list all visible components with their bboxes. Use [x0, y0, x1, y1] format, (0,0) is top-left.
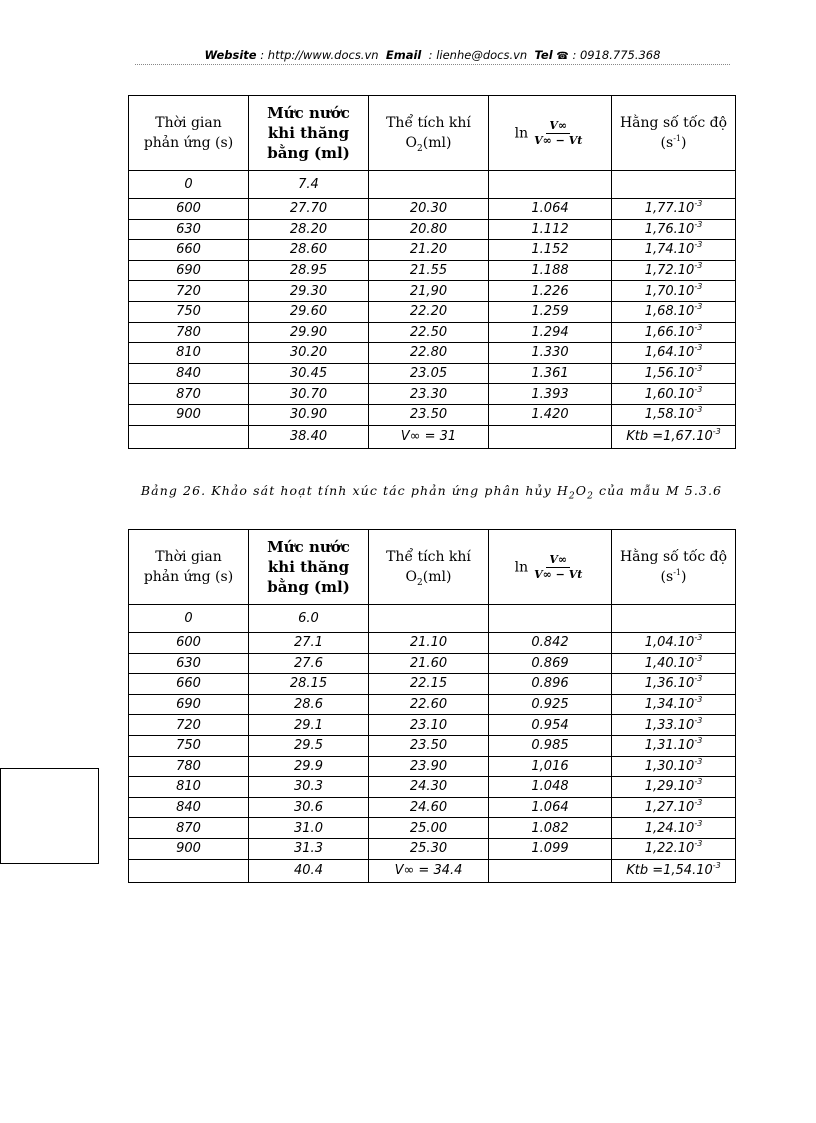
cell-rate-constant	[612, 384, 736, 405]
rate-value: 1,60.10	[644, 386, 695, 402]
rate-value: 1,72.10	[644, 263, 695, 279]
ktb-value: Ktb =1,67.10	[626, 429, 713, 445]
cell-ln: 1.064	[489, 797, 612, 818]
rate-value: 1,56.10	[644, 366, 695, 382]
cell-rate-constant	[612, 735, 736, 756]
rate-value: 1,22.10	[644, 841, 695, 857]
rate-exp: -3	[694, 818, 703, 828]
header-water: Mức nước khi thăng bằng (ml)	[249, 96, 369, 171]
table-row	[129, 653, 736, 674]
cell-ln: 0.869	[489, 653, 612, 674]
side-frame-box	[0, 768, 99, 864]
ln-numerator: V∞	[546, 553, 570, 568]
header-volume	[369, 530, 489, 605]
caption-mid: O	[575, 483, 588, 498]
data-table-2	[128, 529, 736, 883]
table-row	[129, 756, 736, 777]
cell-water: 30.20	[249, 343, 369, 364]
cell-empty	[489, 859, 612, 882]
rate-exp: -3	[694, 199, 703, 209]
cell-volume: 21.10	[369, 633, 489, 654]
rate-exp: -3	[694, 633, 703, 643]
cell-ln: 1,016	[489, 756, 612, 777]
cell-volume: 23.90	[369, 756, 489, 777]
rate-exp: -3	[694, 798, 703, 808]
ln-label: ln	[514, 559, 529, 575]
cell-water: 30.90	[249, 404, 369, 425]
header-divider	[135, 64, 730, 65]
cell-water: 28.95	[249, 260, 369, 281]
tel-value: : 0918.775.368	[572, 48, 661, 62]
cell-rate-constant	[612, 219, 736, 240]
table-row	[129, 384, 736, 405]
rate-value: 1,40.10	[644, 655, 695, 671]
rate-exp: -3	[694, 343, 703, 353]
cell-ln: 1.294	[489, 322, 612, 343]
table-body	[129, 633, 736, 860]
cell-ln: 1.361	[489, 363, 612, 384]
rate-exp: -3	[694, 261, 703, 271]
table-row	[129, 777, 736, 798]
rate-exp: -3	[694, 777, 703, 787]
table-row-final	[129, 425, 736, 448]
rate-exp: -3	[694, 839, 703, 849]
table-row	[129, 219, 736, 240]
rate-value: 1,66.10	[644, 324, 695, 340]
cell-rate-constant	[612, 240, 736, 261]
cell-empty	[369, 171, 489, 199]
cell-volume: 24.60	[369, 797, 489, 818]
cell-water: 6.0	[249, 605, 369, 633]
cell-water: 29.90	[249, 322, 369, 343]
header-rate	[612, 530, 736, 605]
cell-empty	[612, 171, 736, 199]
header-volume	[369, 96, 489, 171]
header-volume-label: Thể tích khí	[386, 549, 471, 565]
rate-exp: -3	[694, 695, 703, 705]
cell-time: 0	[129, 605, 249, 633]
cell-time: 660	[129, 240, 249, 261]
rate-exp: -3	[694, 405, 703, 415]
cell-time: 630	[129, 219, 249, 240]
table-row	[129, 343, 736, 364]
page-header	[135, 48, 730, 62]
phone-icon: ☎	[556, 51, 569, 62]
rate-value: 1,33.10	[644, 717, 695, 733]
rate-value: 1,68.10	[644, 304, 695, 320]
cell-rate-constant	[612, 633, 736, 654]
cell-volume: 22.80	[369, 343, 489, 364]
cell-volume: 20.30	[369, 199, 489, 220]
cell-water: 29.60	[249, 301, 369, 322]
website-label: Website	[204, 48, 257, 62]
rate-exp: -3	[694, 281, 703, 291]
cell-water: 28.6	[249, 694, 369, 715]
cell-volume: 21,90	[369, 281, 489, 302]
cell-time: 810	[129, 777, 249, 798]
cell-ln: 1.330	[489, 343, 612, 364]
rate-value: 1,64.10	[644, 345, 695, 361]
cell-ln: 1.188	[489, 260, 612, 281]
rate-value: 1,76.10	[644, 221, 695, 237]
caption-sub-2: 2	[587, 491, 594, 502]
cell-water: 30.3	[249, 777, 369, 798]
ln-label: ln	[514, 125, 529, 141]
table-row	[129, 199, 736, 220]
cell-time: 720	[129, 281, 249, 302]
cell-ln: 1.420	[489, 404, 612, 425]
cell-time: 870	[129, 818, 249, 839]
cell-rate-constant	[612, 363, 736, 384]
rate-value: 1,36.10	[644, 676, 695, 692]
cell-ln: 0.842	[489, 633, 612, 654]
cell-volume: 23.50	[369, 404, 489, 425]
cell-time: 900	[129, 404, 249, 425]
rate-exp: -3	[694, 240, 703, 250]
cell-empty	[612, 605, 736, 633]
cell-time: 840	[129, 363, 249, 384]
cell-rate-constant	[612, 756, 736, 777]
table-header-row	[129, 530, 736, 605]
rate-value: 1,24.10	[644, 820, 695, 836]
table-row	[129, 633, 736, 654]
cell-rate-constant	[612, 838, 736, 859]
table-row-initial	[129, 605, 736, 633]
header-rate-exp: -1	[673, 134, 681, 143]
cell-ln: 1.082	[489, 818, 612, 839]
table-row	[129, 301, 736, 322]
cell-rate-constant	[612, 797, 736, 818]
header-volume-unit: (ml)	[422, 569, 452, 585]
cell-volume: 24.30	[369, 777, 489, 798]
table-header-row	[129, 96, 736, 171]
rate-exp: -3	[694, 756, 703, 766]
cell-ln: 0.896	[489, 674, 612, 695]
cell-v-inf: V∞ = 34.4	[369, 859, 489, 882]
cell-rate-constant	[612, 715, 736, 736]
cell-time: 900	[129, 838, 249, 859]
cell-water: 38.40	[249, 425, 369, 448]
cell-empty	[489, 425, 612, 448]
cell-volume: 22.15	[369, 674, 489, 695]
cell-water: 28.60	[249, 240, 369, 261]
cell-volume: 22.50	[369, 322, 489, 343]
cell-rate-constant	[612, 322, 736, 343]
header-volume-o: O	[405, 135, 418, 151]
cell-time: 750	[129, 301, 249, 322]
cell-rate-constant	[612, 653, 736, 674]
header-rate-unit: (s	[660, 569, 674, 585]
cell-water: 27.6	[249, 653, 369, 674]
cell-time: 750	[129, 735, 249, 756]
cell-rate-constant	[612, 777, 736, 798]
cell-water: 31.0	[249, 818, 369, 839]
cell-water: 40.4	[249, 859, 369, 882]
cell-volume: 20.80	[369, 219, 489, 240]
header-volume-sub: 2	[417, 577, 423, 588]
cell-ln: 1.259	[489, 301, 612, 322]
table-row	[129, 674, 736, 695]
cell-rate-constant	[612, 404, 736, 425]
rate-value: 1,58.10	[644, 407, 695, 423]
ktb-exp: -3	[712, 861, 721, 871]
table-row	[129, 322, 736, 343]
rate-value: 1,31.10	[644, 738, 695, 754]
header-volume-sub: 2	[417, 143, 423, 154]
cell-rate-constant	[612, 199, 736, 220]
cell-water: 29.30	[249, 281, 369, 302]
cell-ln: 1.048	[489, 777, 612, 798]
cell-ln: 1.064	[489, 199, 612, 220]
cell-water: 28.15	[249, 674, 369, 695]
caption-prefix: Bảng 26. Khảo sát hoạt tính xúc tác phản ứng phân hủy H	[140, 483, 569, 498]
table-row-final	[129, 859, 736, 882]
cell-volume: 22.20	[369, 301, 489, 322]
cell-volume: 25.30	[369, 838, 489, 859]
ktb-exp: -3	[712, 427, 721, 437]
header-ln-formula	[489, 96, 612, 171]
ln-numerator: V∞	[546, 119, 570, 134]
cell-volume: 22.60	[369, 694, 489, 715]
tel-label: Tel	[534, 48, 553, 62]
header-volume-unit: (ml)	[422, 135, 452, 151]
rate-exp: -3	[694, 384, 703, 394]
table-body	[129, 199, 736, 426]
cell-volume: 23.05	[369, 363, 489, 384]
cell-time: 870	[129, 384, 249, 405]
header-time: Thời gian phản ứng (s)	[129, 530, 249, 605]
website-value: : http://www.docs.vn	[260, 48, 379, 62]
table-row	[129, 715, 736, 736]
cell-rate-constant	[612, 694, 736, 715]
cell-time: 690	[129, 260, 249, 281]
cell-volume: 23.10	[369, 715, 489, 736]
ln-denominator: V∞ − Vt	[534, 567, 583, 581]
table-row	[129, 838, 736, 859]
cell-ln: 1.152	[489, 240, 612, 261]
header-rate-close: )	[680, 135, 687, 151]
cell-rate-constant	[612, 281, 736, 302]
cell-water: 29.1	[249, 715, 369, 736]
cell-rate-constant	[612, 818, 736, 839]
cell-water: 29.9	[249, 756, 369, 777]
cell-water: 29.5	[249, 735, 369, 756]
table-row-initial	[129, 171, 736, 199]
rate-value: 1,29.10	[644, 779, 695, 795]
rate-value: 1,34.10	[644, 697, 695, 713]
cell-water: 27.1	[249, 633, 369, 654]
cell-time: 780	[129, 322, 249, 343]
cell-empty	[129, 425, 249, 448]
cell-water: 7.4	[249, 171, 369, 199]
cell-empty	[489, 605, 612, 633]
cell-ln: 0.985	[489, 735, 612, 756]
cell-empty	[129, 859, 249, 882]
cell-ln: 0.925	[489, 694, 612, 715]
rate-exp: -3	[694, 653, 703, 663]
cell-water: 28.20	[249, 219, 369, 240]
table-row	[129, 694, 736, 715]
cell-rate-constant	[612, 674, 736, 695]
header-rate-label: Hằng số tốc độ	[619, 115, 728, 131]
header-rate	[612, 96, 736, 171]
rate-exp: -3	[694, 302, 703, 312]
header-ln-formula	[489, 530, 612, 605]
rate-exp: -3	[694, 364, 703, 374]
cell-ln: 1.393	[489, 384, 612, 405]
header-volume-o: O	[405, 569, 418, 585]
table-row	[129, 281, 736, 302]
cell-ln: 1.112	[489, 219, 612, 240]
rate-value: 1,04.10	[644, 635, 695, 651]
email-value: : lienhe@docs.vn	[428, 48, 528, 62]
table-row	[129, 404, 736, 425]
caption-sub-1: 2	[568, 491, 576, 502]
ktb-value: Ktb =1,54.10	[626, 863, 713, 879]
cell-ktb	[612, 859, 736, 882]
cell-empty	[369, 605, 489, 633]
rate-value: 1,70.10	[644, 283, 695, 299]
cell-time: 0	[129, 171, 249, 199]
cell-time: 840	[129, 797, 249, 818]
cell-water: 27.70	[249, 199, 369, 220]
table-row	[129, 735, 736, 756]
cell-volume: 21.55	[369, 260, 489, 281]
table-row	[129, 797, 736, 818]
header-rate-close: )	[680, 569, 687, 585]
cell-rate-constant	[612, 301, 736, 322]
header-volume-label: Thể tích khí	[386, 115, 471, 131]
cell-time: 810	[129, 343, 249, 364]
table-row	[129, 363, 736, 384]
cell-volume: 23.50	[369, 735, 489, 756]
cell-rate-constant	[612, 343, 736, 364]
cell-empty	[489, 171, 612, 199]
table-row	[129, 818, 736, 839]
cell-ln: 1.226	[489, 281, 612, 302]
cell-time: 600	[129, 633, 249, 654]
email-label: Email	[385, 48, 422, 62]
rate-exp: -3	[694, 715, 703, 725]
cell-ln: 1.099	[489, 838, 612, 859]
rate-exp: -3	[694, 219, 703, 229]
cell-ln: 0.954	[489, 715, 612, 736]
table-caption	[128, 483, 735, 502]
cell-water: 30.45	[249, 363, 369, 384]
rate-value: 1,74.10	[644, 242, 695, 258]
cell-time: 630	[129, 653, 249, 674]
cell-time: 780	[129, 756, 249, 777]
cell-water: 30.70	[249, 384, 369, 405]
cell-volume: 23.30	[369, 384, 489, 405]
ln-denominator: V∞ − Vt	[534, 133, 583, 147]
rate-exp: -3	[694, 736, 703, 746]
table-row	[129, 240, 736, 261]
table-row	[129, 260, 736, 281]
header-rate-exp: -1	[673, 568, 681, 577]
header-water: Mức nước khi thăng bằng (ml)	[249, 530, 369, 605]
data-table-1	[128, 95, 736, 449]
rate-value: 1,77.10	[644, 201, 695, 217]
header-rate-label: Hằng số tốc độ	[619, 549, 728, 565]
header-rate-unit: (s	[660, 135, 674, 151]
cell-ktb	[612, 425, 736, 448]
cell-volume: 21.20	[369, 240, 489, 261]
rate-exp: -3	[694, 674, 703, 684]
rate-value: 1,30.10	[644, 758, 695, 774]
cell-volume: 21.60	[369, 653, 489, 674]
cell-time: 660	[129, 674, 249, 695]
header-time: Thời gian phản ứng (s)	[129, 96, 249, 171]
cell-time: 720	[129, 715, 249, 736]
rate-value: 1,27.10	[644, 800, 695, 816]
rate-exp: -3	[694, 322, 703, 332]
cell-rate-constant	[612, 260, 736, 281]
cell-time: 600	[129, 199, 249, 220]
cell-volume: 25.00	[369, 818, 489, 839]
cell-water: 31.3	[249, 838, 369, 859]
caption-suffix: của mẫu M 5.3.6	[593, 483, 723, 498]
cell-time: 690	[129, 694, 249, 715]
cell-v-inf: V∞ = 31	[369, 425, 489, 448]
cell-water: 30.6	[249, 797, 369, 818]
